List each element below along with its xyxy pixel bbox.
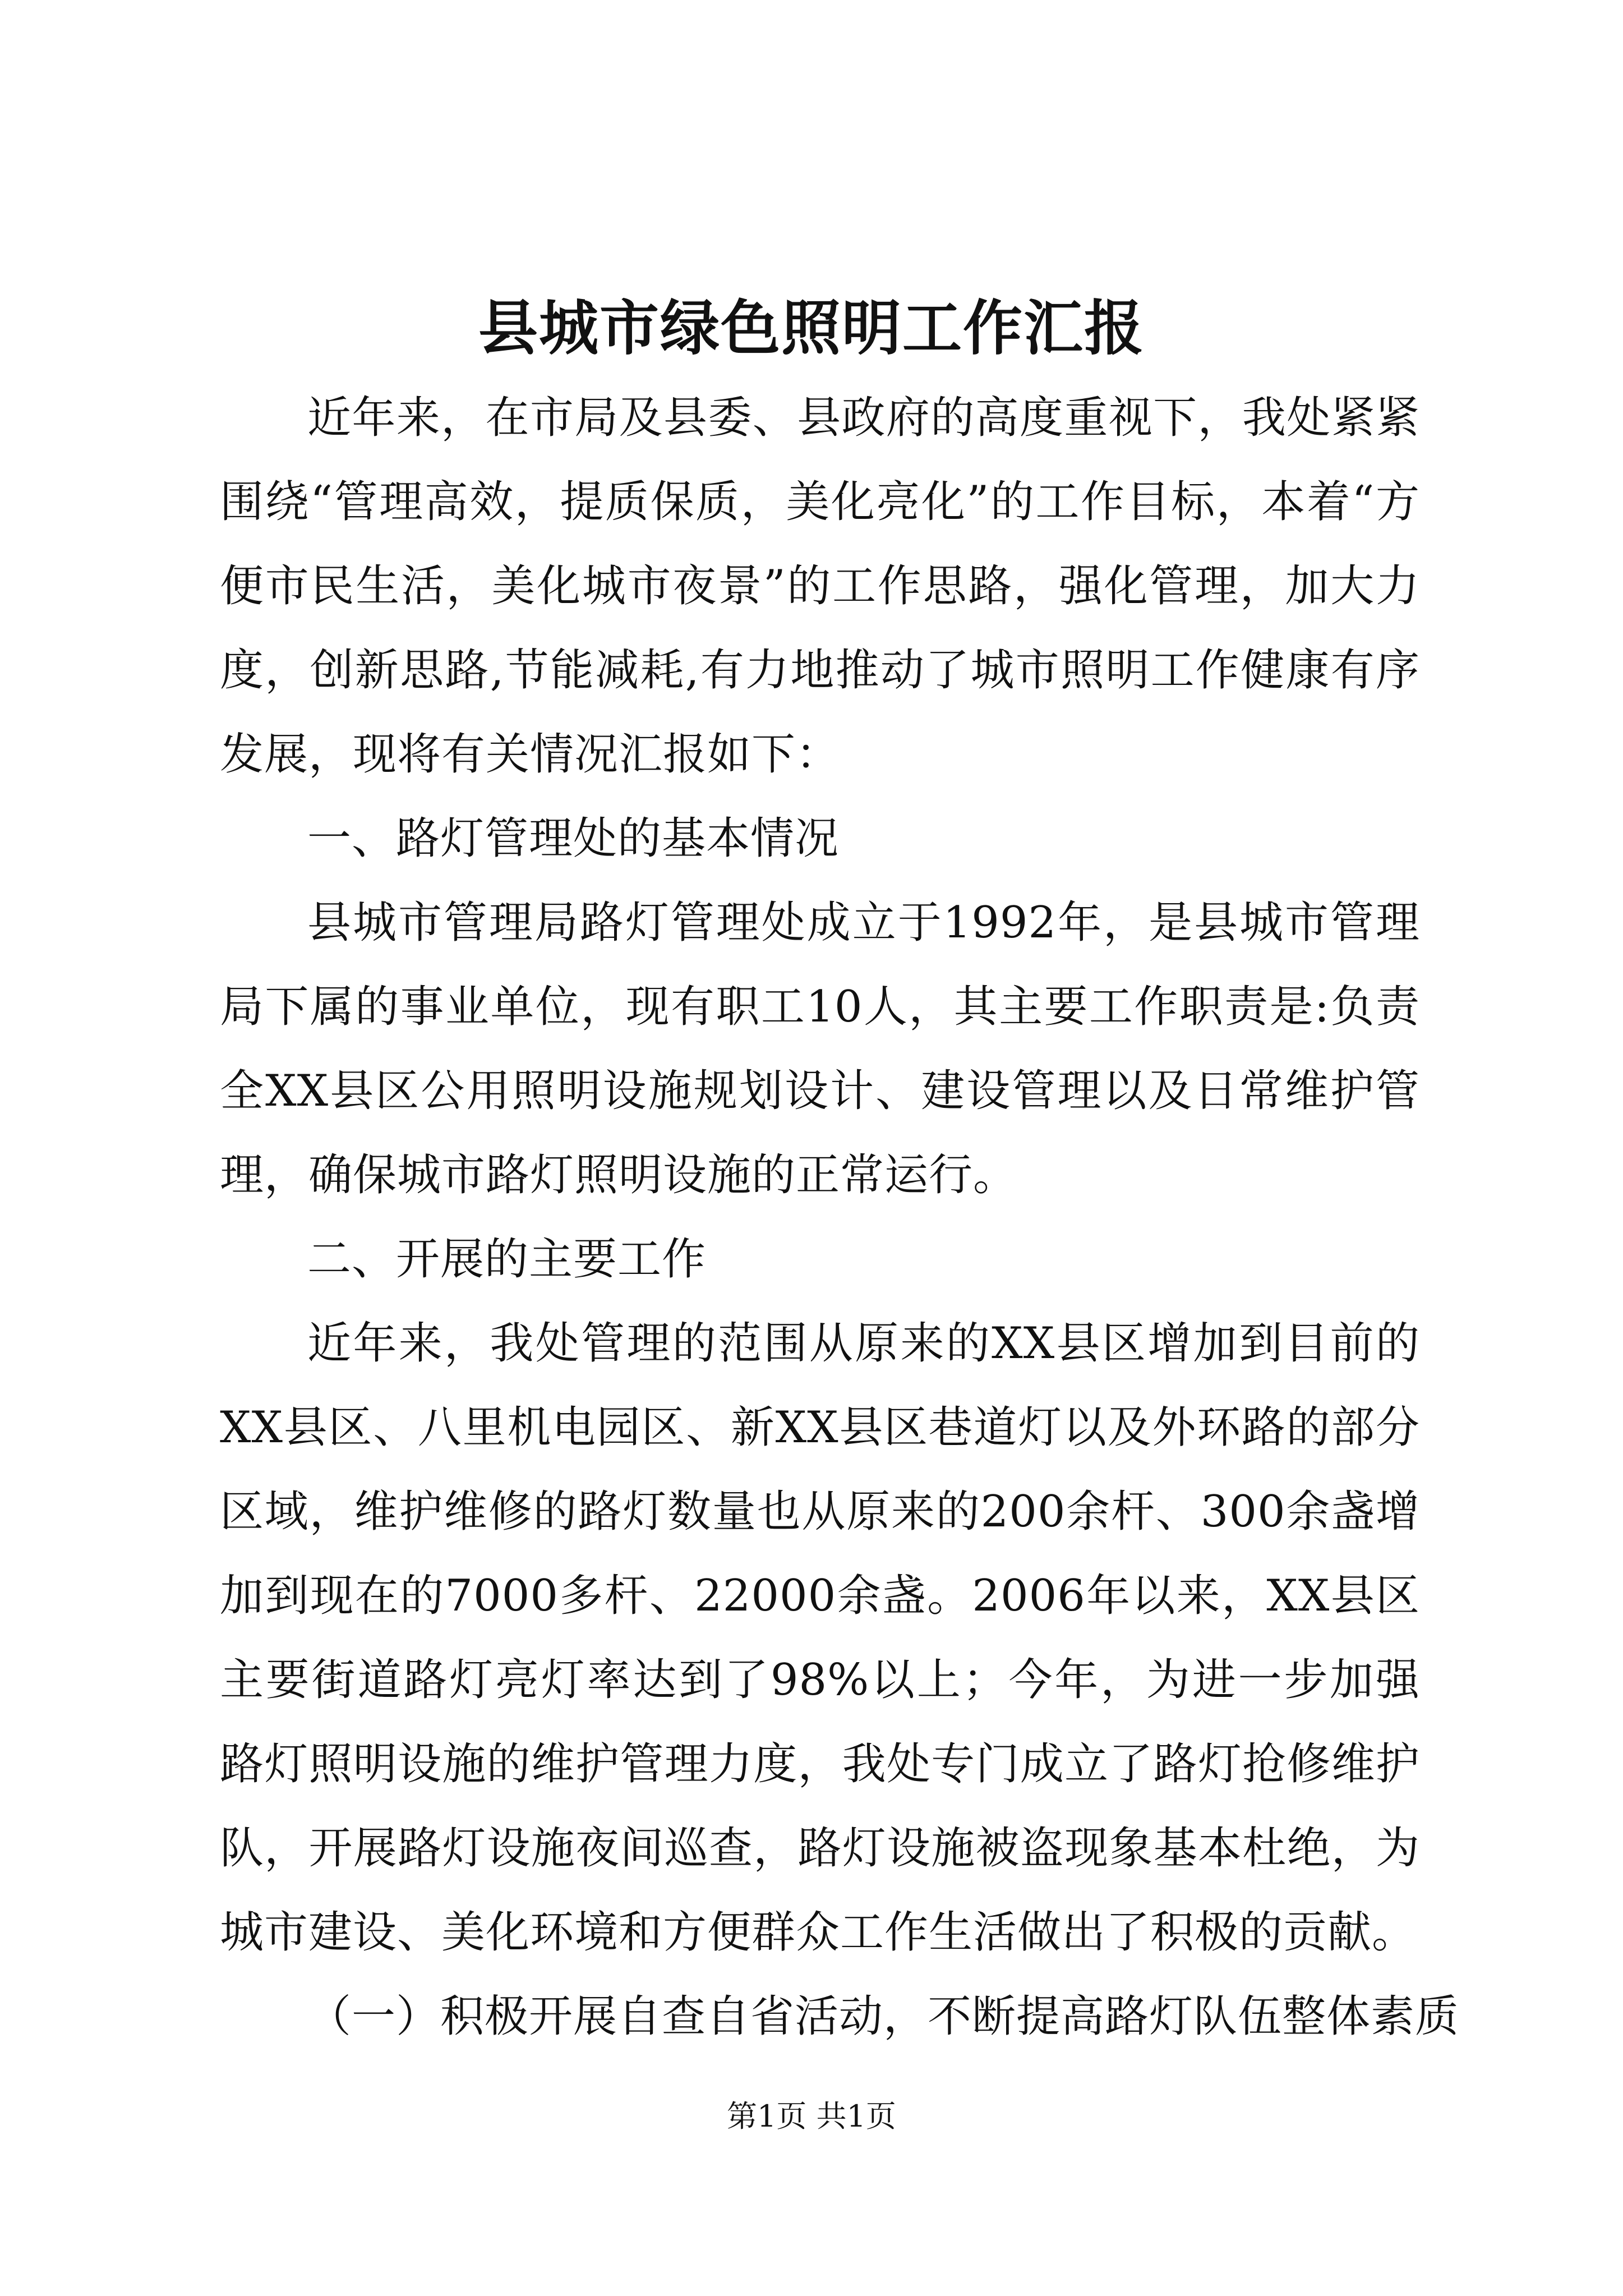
section-heading-2: 二、开展的主要工作	[307, 1234, 707, 1285]
subsection-heading-1: （一）积极开展自查自省活动，不断提高路灯队伍整体素质	[307, 1991, 1460, 2042]
document-title: 县城市绿色照明工作汇报	[478, 293, 1145, 363]
paragraph-main-work: 近年来，我处管理的范围从原来的XX县区增加到目前的XX县区、八里机电园区、新XX县区巷道灯以及外环路的部分区域，维护维修的路灯数量也从原来的200余杆、300余盏增加到现在的7000多杆、22000余盏。2006年以来，XX县区主要街道路灯亮灯率达到了98%以上；今年，为进一步加强路灯照明设施的维护管理力度，我处专门成立了路灯抢修维护队，开展路灯设施夜间巡查，路灯设施被盗现象基本杜绝，为城市建设、美化环境和方便群众工作生活做出了积极的贡献。	[220, 1318, 1420, 1958]
paragraph-intro: 近年来，在市局及县委、县政府的高度重视下，我处紧紧围绕“管理高效，提质保质，美化亮化”的工作目标，本着“方便市民生活，美化城市夜景”的工作思路，强化管理，加大力度，创新思路,节能减耗,有力地推动了城市照明工作健康有序发展，现将有关情况汇报如下：	[220, 393, 1420, 780]
page-footer: 第1页 共1页	[727, 2099, 896, 2134]
paragraph-basic-info: 县城市管理局路灯管理处成立于1992年，是县城市管理局下属的事业单位，现有职工10人，其主要工作职责是:负责全XX县区公用照明设施规划设计、建设管理以及日常维护管理，确保城市路灯照明设施的正常运行。	[220, 898, 1420, 1200]
document-body	[220, 376, 1460, 2059]
section-heading-1: 一、路灯管理处的基本情况	[307, 813, 840, 864]
